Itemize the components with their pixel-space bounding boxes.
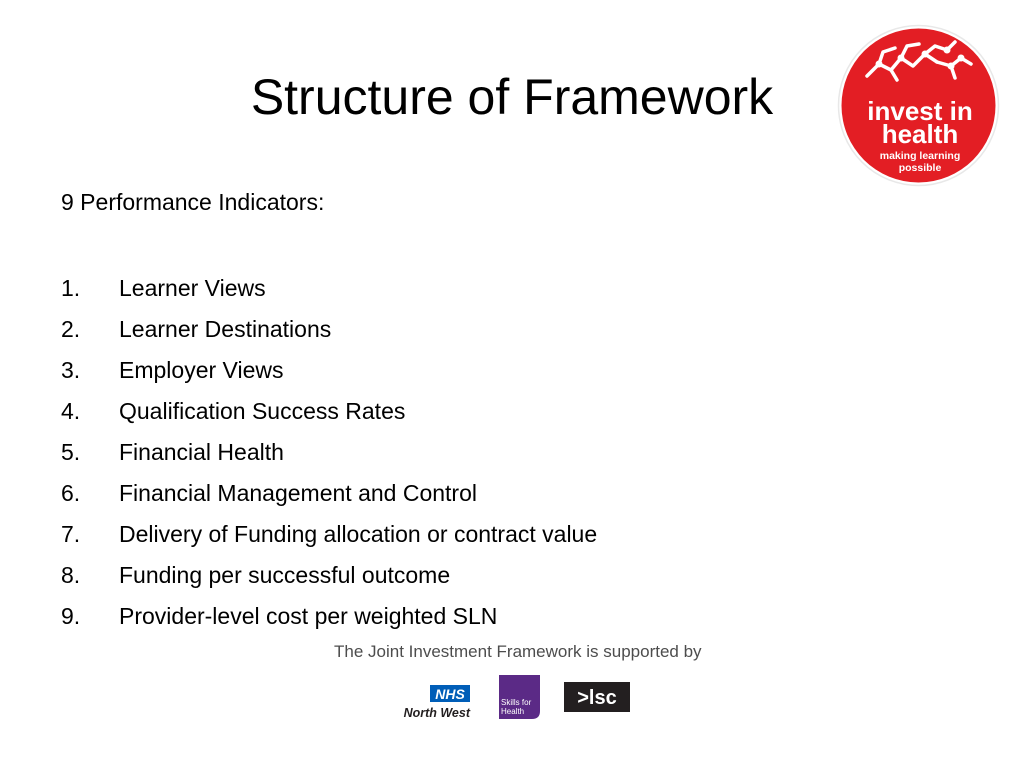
nhs-region-text: North West (403, 706, 470, 720)
logo-tagline2: possible (898, 162, 942, 174)
list-item-number: 1. (61, 275, 81, 301)
support-text: The Joint Investment Framework is supported by (334, 642, 702, 661)
list-item (61, 391, 597, 432)
indicators-intro: 9 Performance Indicators: (61, 189, 325, 215)
lsc-text: >lsc (577, 687, 617, 709)
list-item-number: 7. (61, 521, 81, 547)
list-item-text: Provider-level cost per weighted SLN (119, 603, 498, 629)
list-item (61, 350, 597, 391)
list-item (61, 473, 597, 514)
list-item-text: Learner Views (119, 275, 266, 301)
list-item-number: 8. (61, 562, 81, 588)
list-item (61, 596, 597, 637)
list-item-text: Funding per successful outcome (119, 562, 451, 588)
logo-tagline1: making learning (879, 150, 961, 162)
list-item-text: Financial Health (119, 439, 284, 465)
list-item-text: Financial Management and Control (119, 480, 477, 506)
list-item-text: Learner Destinations (119, 316, 332, 342)
list-item (61, 514, 597, 555)
nhs-badge-text: NHS (435, 686, 465, 702)
list-item (61, 432, 597, 473)
list-item-number: 4. (61, 398, 81, 424)
skills-line2: Health (501, 707, 525, 716)
list-item (61, 268, 597, 309)
list-item-text: Delivery of Funding allocation or contract value (119, 521, 598, 547)
list-item-number: 3. (61, 357, 81, 383)
indicator-list (61, 268, 597, 637)
list-item-text: Qualification Success Rates (119, 398, 406, 424)
lsc-logo (564, 682, 630, 712)
list-item-text: Employer Views (119, 357, 284, 383)
invest-in-health-logo (837, 24, 1000, 187)
list-item-number: 5. (61, 439, 81, 465)
slide-title: Structure of Framework (250, 69, 774, 125)
logo-line2: health (881, 119, 959, 149)
skills-for-health-logo (497, 675, 542, 719)
skills-line1: Skills for (501, 698, 532, 707)
list-item (61, 555, 597, 596)
list-item-number: 2. (61, 316, 81, 342)
logo-line1: invest in (867, 96, 973, 126)
list-item-number: 9. (61, 603, 81, 629)
list-item-number: 6. (61, 480, 81, 506)
list-item (61, 309, 597, 350)
nhs-north-west-logo (397, 683, 473, 723)
